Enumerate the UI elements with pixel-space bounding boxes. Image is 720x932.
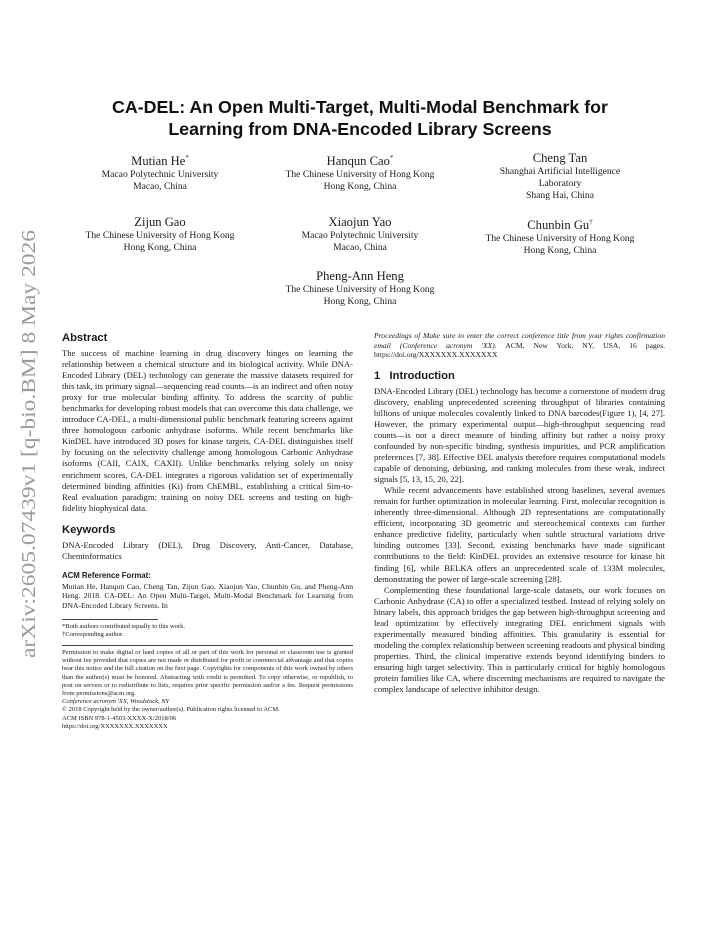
author-location: Macao, China: [133, 181, 187, 193]
doi-link[interactable]: https://doi.org/XXXXXXX.XXXXXXX: [62, 722, 168, 730]
introduction-heading: 1 Introduction: [374, 369, 455, 382]
footnote-equal: *Both authors contributed equally to this work.: [62, 622, 185, 630]
author-location: Hong Kong, China: [323, 181, 397, 193]
intro-paragraph-3: Complementing these foundational large-scale datasets, our work focuses on Carbonic Anhydrase (CA) to offer a specialized testbed. Instead of relying solely on binary labels, this approach bridges the gap between high-throughput screening and lead optimization by effectively integrating DEL enrichment signals with experimentally measured binding affinities. This granularity is essential for modeling the complex relationship between screening readouts and physical binding properties. Third, the clinical imperative extends beyond identifying binders to ensuring high target selectivity. This is particularly critical for highly homologous protein families like CA, where discerning mechanisms are required to navigate the complex landscape of selective inhibitor design.: [374, 584, 665, 695]
author-mark: †: [589, 217, 593, 226]
isbn-line: ACM ISBN 978-1-4503-XXXX-X/2018/06: [62, 714, 177, 722]
author-affiliation: The Chinese University of Hong Kong: [485, 232, 635, 244]
author-name: Chunbin Gu: [527, 217, 590, 232]
author-location: Hong Kong, China: [323, 296, 397, 308]
acm-ref-text: Mutian He, Hanqun Cao, Cheng Tan, Zijun Gao, Xiaojun Yao, Chunbin Gu, and Pheng-Ann Heng. 2018. CA-DEL: An Open Multi-Target, Multi-Modal Benchmark for Learning from DNA-Encoded Library Screens. In: [62, 581, 353, 610]
author-name: Mutian He: [131, 154, 186, 169]
author: [60, 215, 260, 258]
author-row-2: [60, 215, 660, 258]
author-location: Hong Kong, China: [523, 245, 597, 256]
author-name: Cheng Tan: [532, 151, 588, 165]
footnote-rule: [62, 619, 158, 620]
author: [260, 151, 460, 203]
arxiv-stamp-text: arXiv:2605.07439v1 [q-bio.BM] 8 May 2026: [19, 302, 40, 658]
author-location: Macao, China: [333, 241, 387, 253]
proceedings-info: ACM, New York, NY, USA, 16 pages. https://doi.org/XXXXXXX.XXXXXXX: [374, 340, 665, 360]
footnote-corresponding: †Corresponding author.: [62, 630, 124, 638]
conference-line: Conference acronym 'XX, Woodstock, NY: [62, 698, 170, 706]
abstract-heading: Abstract: [62, 332, 108, 344]
abstract-text: The success of machine learning in drug discovery hinges on learning the relationship between a chemical structure and its biological activity. While DNA-Encoded Library (DEL) technology can generate the massive datasets required for this task, its primary signal—sequencing read counts—is an indirect and often noisy proxy for true molecular binding affinity. To address the scarcity of public benchmarks for developing robust models that can overcome this data challenge, we introduce CA-DEL, a multi-dimensional public benchmark featuring screens against three homologous carbonic anhydrase isoforms. While recent benchmarks like KinDEL have introduced 3D poses for kinase targets, CA-DEL distinguishes itself by focusing on the selectivity challenge among homologous Carbonic Anhydrase isoforms (CAII, CAIX, CAXII). Unlike benchmarks relying solely on noisy enrichment scores, CA-DEL integrates a rigorous validation set of experimentally determined binding affinities (Ki) from ChEMBL, establishing a critical Sim-to-Real evaluation paradigm: training on noisy DEL screens and testing on high-fidelity biophysical data.: [62, 348, 353, 513]
author-block: [60, 151, 660, 321]
permission-rule: [62, 645, 353, 646]
copyright-line: © 2018 Copyright held by the owner/author(s). Publication rights licensed to ACM.: [62, 706, 280, 714]
author-location: Shang Hai, China: [526, 190, 594, 202]
permission-notice: Permission to make digital or hard copies of all or part of this work for personal or classroom use is granted without fee provided that copies are not made or distributed for profit or commercial advantage and that copies bear this notice and the full citation on the first page. Copyrights for components of this work owned by others than the author(s) must be honored. Abstracting with credit is permitted. To copy otherwise, or republish, to post on servers or to redistribute to lists, requires prior specific permission and/or a fee. Request permissions from permissions@acm.org.: [62, 648, 353, 697]
author-mark: *: [185, 154, 189, 162]
author-affiliation: Shanghai Artificial Intelligence: [499, 166, 621, 177]
author-affiliation: The Chinese University of Hong Kong: [285, 169, 435, 181]
keywords-heading: Keywords: [62, 523, 116, 536]
left-column: [62, 331, 353, 731]
author-location: Hong Kong, China: [123, 241, 197, 253]
intro-paragraph-2: While recent advancements have established strong baselines, several avenues remain for further optimization in molecular learning. First, molecular recognition is inherently three-dimensional. Although 2D representations are computationally efficient, incorporating 3D geometric and stereochemical contexts can further enhance predictive fidelity, particularly when subtle structural variations drive binding outcomes [33]. Second, existing benchmarks have made significant contributions to the field: KinDEL provides an extensive resource for kinase hit finding [6], while BELKA offers an unprecedented scale of 133M molecules, demonstrating the power of large-scale screening [28].: [374, 485, 665, 584]
author-name: Zijun Gao: [134, 214, 186, 229]
author-affiliation: Macao Polytechnic University: [101, 169, 219, 181]
author-affiliation-2: Laboratory: [538, 178, 582, 190]
title-line-1: CA-DEL: An Open Multi-Target, Multi-Modal Benchmark for: [112, 97, 608, 117]
right-column: [374, 331, 665, 695]
acm-ref-heading: ACM Reference Format:: [62, 570, 151, 580]
proceedings-title: Proceedings of Make sure to enter the correct conference title from your rights confirmation email (Conference acronym 'XX).: [374, 331, 665, 350]
author-name: Xiaojun Yao: [328, 214, 392, 229]
author-affiliation: Macao Polytechnic University: [301, 229, 419, 241]
author-affiliation: The Chinese University of Hong Kong: [85, 229, 235, 241]
author: [260, 269, 460, 308]
proceedings-line: [374, 331, 665, 360]
author: [460, 215, 660, 258]
arxiv-stamp: [2, 228, 46, 658]
author-row-3: [60, 269, 660, 308]
author-mark: *: [389, 154, 394, 162]
author: [260, 215, 460, 258]
author-name: Pheng-Ann Heng: [316, 269, 404, 284]
author-name: Hanqun Cao: [326, 154, 390, 169]
intro-paragraph-1: DNA-Encoded Library (DEL) technology has become a cornerstone of modern drug discovery, enabling unprecedented screening throughput of libraries containing billions of unique molecules covalently linked to DNA barcodes(Figure 1), [4, 27]. However, the primary experimental output—high-throughput sequencing read counts—is not a direct measure of binding affinity but rather a noisy proxy confounded by non-specific binding, synthesis impurities, and PCR amplification preferences [7, 38]. Effective DEL analysis therefore requires computational models capable of denoising, debiasing, and ranking molecules from these weak, indirect signals [5, 13, 15, 20, 22].: [374, 385, 665, 485]
title-line-2: Learning from DNA-Encoded Library Screens: [168, 119, 552, 139]
paper-title: [60, 96, 660, 140]
keywords-text: DNA-Encoded Library (DEL), Drug Discovery, Anti-Cancer, Database, Cheminformatics: [62, 539, 353, 561]
author-affiliation: The Chinese University of Hong Kong: [285, 284, 435, 296]
author: [60, 151, 260, 203]
author: [460, 151, 660, 203]
author-row-1: [60, 151, 660, 203]
